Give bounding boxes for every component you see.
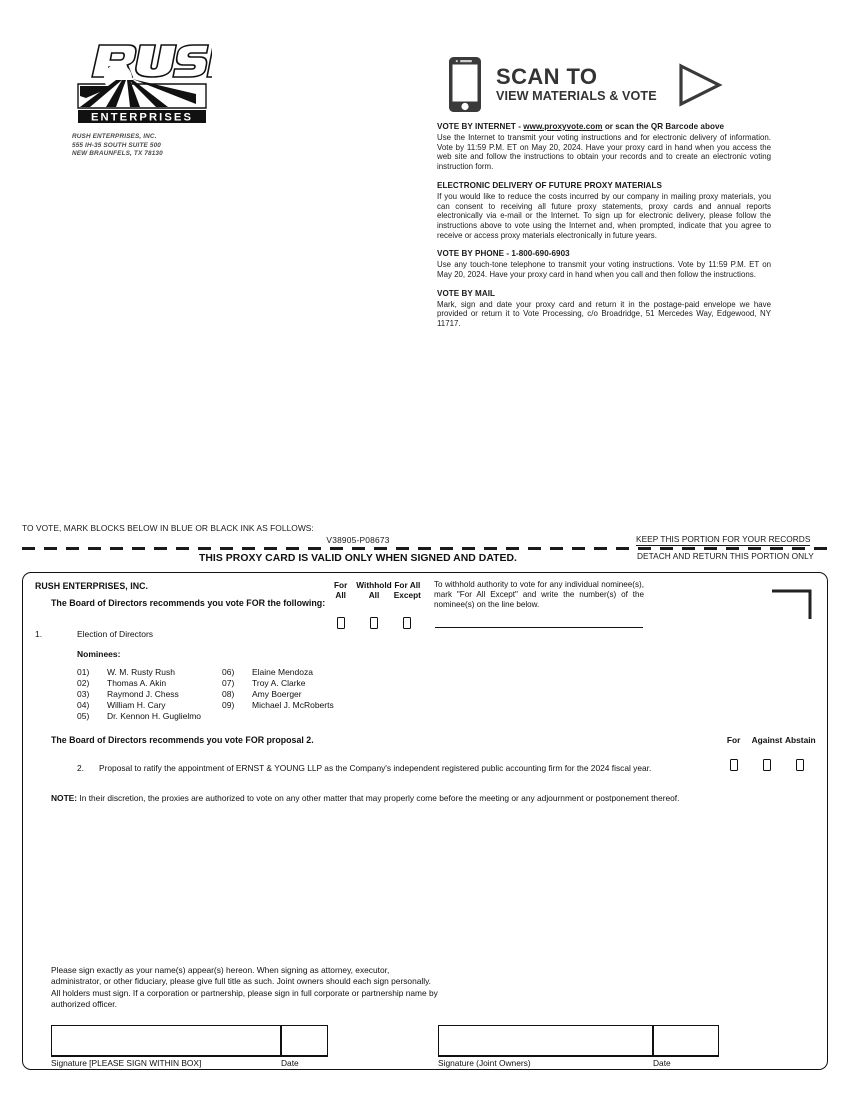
date-field-primary[interactable]: [281, 1025, 328, 1057]
vote-by-internet-body: Use the Internet to transmit your voting instructions and for electronic delivery of information. Vote by 11:59 P.M. ET on May 20, 2024. Have your proxy card in hand when you access the web site and follow the instructions to obtain your records and to create an electronic voting instruction form.: [437, 133, 771, 172]
column-header-for-all-line2: All: [335, 590, 346, 601]
scan-to-headline: SCAN TO: [496, 64, 598, 90]
nominee-index: 09): [222, 700, 235, 711]
list-item: [222, 700, 334, 711]
nominee-name: W. M. Rusty Rush: [107, 667, 176, 677]
list-item: [77, 689, 201, 700]
keep-portion-label: KEEP THIS PORTION FOR YOUR RECORDS: [636, 534, 811, 544]
address-line-3: NEW BRAUNFELS, TX 78130: [72, 150, 163, 158]
signature-label-joint: Signature (Joint Owners): [438, 1058, 531, 1068]
column-header-against: Against: [751, 735, 783, 745]
nominees-column-2: [222, 667, 334, 711]
control-number: V38905-P08673: [326, 535, 390, 545]
withhold-authority-note: To withhold authority to vote for any individual nominee(s), mark "For All Except" and write the number(s) of the nominee(s) on the line below.: [434, 580, 644, 610]
rush-enterprises-logo-icon: [72, 36, 212, 128]
list-item: [222, 667, 334, 678]
list-item: [77, 678, 201, 689]
signature-label-primary: Signature [PLEASE SIGN WITHIN BOX]: [51, 1058, 202, 1068]
mobile-phone-icon: [448, 56, 482, 113]
detach-dashed-line: [22, 547, 828, 550]
registration-corner-mark-icon: [770, 585, 814, 621]
vote-by-phone-body: Use any touch-tone telephone to transmit your voting instructions. Vote by 11:59 P.M. ET on May 20, 2024. Have your proxy card in hand when you call and then follow the instructions.: [437, 260, 771, 280]
nominee-name: Thomas A. Akin: [107, 678, 167, 689]
nominee-name: Elaine Mendoza: [252, 667, 313, 677]
nominee-index: 05): [77, 711, 90, 722]
column-header-for-all-except-line1: For All: [394, 580, 421, 590]
date-label-primary: Date: [281, 1058, 299, 1068]
voting-instructions: [437, 122, 771, 329]
proxyvote-link[interactable]: www.proxyvote.com: [523, 122, 603, 131]
nominee-name: Raymond J. Chess: [107, 689, 179, 700]
list-item: [222, 678, 334, 689]
proposal-2-text: Proposal to ratify the appointment of ERNST & YOUNG LLP as the Company's independent registered public accounting firm for the 2024 fiscal year.: [99, 763, 652, 773]
nominee-name: Amy Boerger: [252, 689, 302, 700]
mark-blocks-instruction: TO VOTE, MARK BLOCKS BELOW IN BLUE OR BLACK INK AS FOLLOWS:: [22, 523, 314, 533]
list-item: [77, 667, 201, 678]
vote-by-mail-body: Mark, sign and date your proxy card and return it in the postage-paid envelope we have provided or return it to Vote Processing, c/o Broadridge, 51 Mercedes Way, Edgewood, NY 11717.: [437, 299, 771, 329]
column-header-for-all-line1: For: [333, 580, 348, 590]
checkbox-abstain[interactable]: [796, 759, 804, 771]
checkbox-withhold-all[interactable]: [370, 617, 378, 629]
discretion-note: [51, 793, 701, 804]
date-label-joint: Date: [653, 1058, 671, 1068]
card-company-name: RUSH ENTERPRISES, INC.: [35, 581, 149, 591]
checkbox-for-all-except[interactable]: [403, 617, 411, 629]
valid-when-signed-notice: THIS PROXY CARD IS VALID ONLY WHEN SIGNED AND DATED.: [198, 553, 517, 564]
column-header-for-all: [325, 580, 356, 601]
checkbox-for-all[interactable]: [337, 617, 345, 629]
nominee-name: Troy A. Clarke: [252, 678, 306, 689]
column-header-for: For: [726, 735, 741, 745]
proposal-2-checkbox-row: [717, 759, 817, 771]
signature-field-joint[interactable]: [438, 1025, 653, 1057]
proposal-1-checkbox-row: [325, 617, 423, 629]
nominee-index: 07): [222, 678, 235, 689]
nominee-index: 04): [77, 700, 90, 711]
column-header-abstain: Abstain: [784, 735, 816, 745]
vote-by-mail-heading: VOTE BY MAIL: [437, 288, 496, 298]
signature-instructions: Please sign exactly as your name(s) appear(s) hereon. When signing as attorney, executor, administrator, or other fiduciary, please give full title as such. Joint owners should each sign personally. All holders must sign. If a corporation or partnership, please sign in full corporate or partnership name by authorized officer.: [51, 965, 438, 1010]
vote-by-phone-heading: VOTE BY PHONE - 1-800-690-6903: [437, 249, 570, 259]
nominee-name: Michael J. McRoberts: [252, 700, 334, 711]
discretion-note-label: NOTE:: [51, 793, 78, 803]
proposal-2-number: 2.: [77, 763, 84, 773]
board-recommendation-1: The Board of Directors recommends you vote FOR the following:: [51, 598, 326, 608]
date-field-joint[interactable]: [653, 1025, 719, 1057]
signature-field-primary[interactable]: [51, 1025, 281, 1057]
proposal-1-text: Election of Directors: [77, 629, 154, 639]
checkbox-against[interactable]: [763, 759, 771, 771]
proxy-ballot-card: [22, 572, 828, 1070]
discretion-note-text: In their discretion, the proxies are authorized to vote on any other matter that may properly come before the meeting or any adjournment or postponement thereof.: [77, 793, 680, 803]
column-header-for-all-except: [392, 580, 423, 601]
svg-text:ENTERPRISES: ENTERPRISES: [90, 111, 194, 124]
nominee-index: 06): [222, 667, 235, 677]
column-header-withhold-all-line1: Withhold: [356, 580, 392, 590]
scan-to-subline: VIEW MATERIALS & VOTE: [496, 89, 657, 104]
board-recommendation-2: The Board of Directors recommends you vote FOR proposal 2.: [51, 735, 314, 745]
detach-portion-label: DETACH AND RETURN THIS PORTION ONLY: [637, 551, 814, 561]
address-line-2: 555 IH-35 SOUTH SUITE 500: [72, 141, 161, 149]
vote-by-internet-heading-post: or scan the QR Barcode above: [602, 122, 725, 131]
address-line-1: RUSH ENTERPRISES, INC.: [72, 133, 157, 140]
play-triangle-icon: [677, 63, 723, 107]
edelivery-body: If you would like to reduce the costs incurred by our company in mailing proxy materials, you can consent to receiving all future proxy statements, proxy cards and annual reports electronically via e-mail or the Internet. To sign up for electronic delivery, please follow the instructions above to vote using the Internet and, when prompted, indicate that you agree to receive or access proxy materials electronically in future years.: [437, 191, 771, 240]
edelivery-heading: ELECTRONIC DELIVERY OF FUTURE PROXY MATERIALS: [437, 180, 662, 190]
nominees-column-1: [77, 667, 201, 722]
column-header-withhold-all: [356, 580, 391, 601]
nominee-index: 08): [222, 689, 235, 700]
nominee-name: Dr. Kennon H. Guglielmo: [107, 711, 202, 722]
company-logo-block: [72, 36, 212, 159]
nominee-index: 02): [77, 678, 90, 689]
nominees-heading: Nominees:: [77, 649, 121, 659]
list-item: [77, 711, 201, 722]
proposal-1-column-headers: [325, 580, 423, 601]
nominee-index: 01): [77, 667, 90, 677]
vote-by-internet-heading-pre: VOTE BY INTERNET -: [437, 122, 524, 131]
nominee-index: 03): [77, 689, 90, 700]
proposal-1-number: 1.: [35, 629, 43, 639]
proposal-2-column-headers: [717, 735, 817, 745]
withhold-nominee-numbers-input[interactable]: [435, 627, 643, 628]
column-header-withhold-all-line2: All: [368, 590, 380, 601]
scan-to-vote-banner: [448, 56, 723, 113]
column-header-for-all-except-line2: Except: [393, 590, 421, 601]
nominee-name: William H. Cary: [107, 700, 166, 711]
checkbox-for[interactable]: [730, 759, 738, 771]
company-address: [72, 133, 212, 159]
list-item: [222, 689, 334, 700]
vote-by-internet-heading: [437, 122, 771, 132]
list-item: [77, 700, 201, 711]
